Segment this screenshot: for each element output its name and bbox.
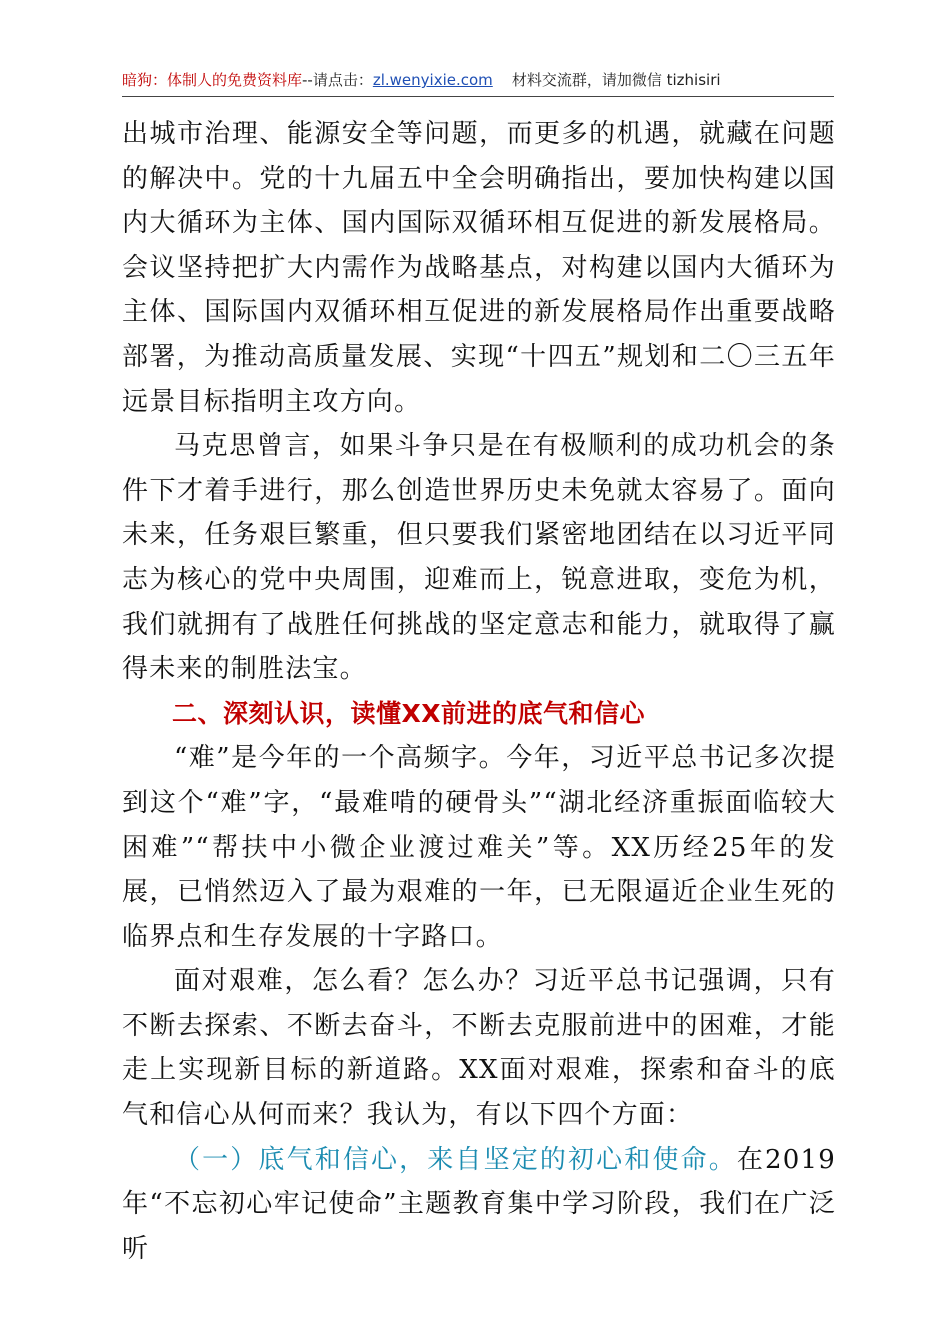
header-contact: 材料交流群，请加微信 tizhisiri [511, 71, 721, 89]
paragraph-3: “难”是今年的一个高频字。今年，习近平总书记多次提到这个“难”字，“最难啃的硬骨头”“湖北经济重振面临较大困难”“帮扶中小微企业渡过难关”等。XX历经25年的发展，已悄然迈入了最为艰难的一年，已无限逼近企业生死的临界点和生存发展的十字路口。 [122, 743, 836, 952]
header-promo: 暗狗：体制人的免费资料库 [122, 71, 303, 89]
paragraph-5 [122, 1138, 836, 1272]
paragraph-4: 面对艰难，怎么看？怎么办？习近平总书记强调，只有不断去探索、不断去奋斗，不断去克服前进中的困难，才能走上实现新目标的新道路。XX面对艰难，探索和奋斗的底气和信心从何而来？我认为，有以下四个方面： [122, 966, 836, 1131]
header-click-prefix: --请点击： [302, 71, 373, 89]
header-divider [122, 96, 834, 97]
sub-heading-1: （一）底气和信心，来自坚定的初心和使命。 [174, 1144, 737, 1175]
section-heading-2: 二、深刻认识，读懂XX前进的底气和信心 [172, 698, 646, 728]
document-body [122, 112, 836, 1271]
paragraph-5-text: 在2019年“不忘初心牢记使命”主题教育集中学习阶段，我们在广泛听 [122, 1144, 836, 1264]
page-header [122, 66, 832, 94]
header-link[interactable]: zl.wenyixie.com [372, 71, 493, 89]
paragraph-1: 出城市治理、能源安全等问题，而更多的机遇，就藏在问题的解决中。党的十九届五中全会明确指出，要加快构建以国内大循环为主体、国内国际双循环相互促进的新发展格局。会议坚持把扩大内需作为战略基点，对构建以国内大循环为主体、国际国内双循环相互促进的新发展格局作出重要战略部署，为推动高质量发展、实现“十四五”规划和二〇三五年远景目标指明主攻方向。 [122, 119, 836, 417]
paragraph-2: 马克思曾言，如果斗争只是在有极顺利的成功机会的条件下才着手进行，那么创造世界历史未免就太容易了。面向未来，任务艰巨繁重，但只要我们紧密地团结在以习近平同志为核心的党中央周围，迎难而上，锐意进取，变危为机，我们就拥有了战胜任何挑战的坚定意志和能力，就取得了赢得未来的制胜法宝。 [122, 431, 836, 685]
